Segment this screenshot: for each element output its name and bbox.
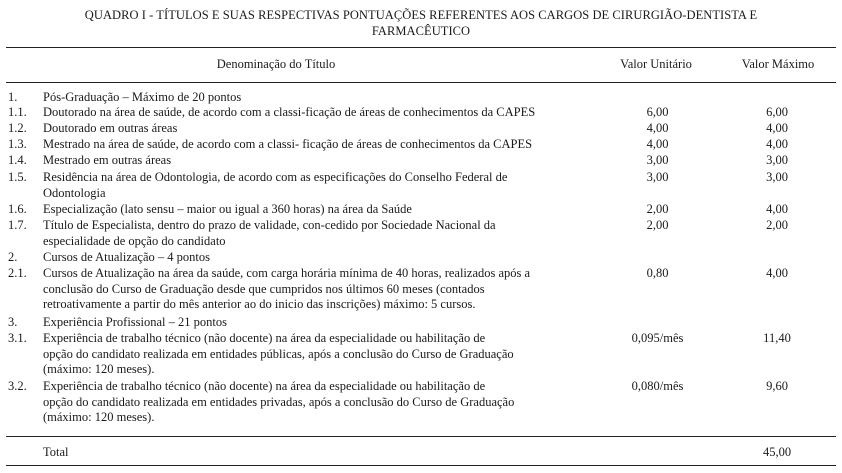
item-description: Mestrado em outras áreas [43,153,172,167]
item-max-value: 4,00 [766,121,788,135]
item-description: Residência na área de Odontologia, de acordo com as especificações do Conselho Federal de Odontologia [43,170,508,200]
item-number: 1.2. [8,121,27,135]
item-max-value: 11,40 [763,331,791,345]
item-number: 3.1. [8,331,27,345]
item-unit-value: 4,00 [646,137,669,151]
item-description: Experiência de trabalho técnico (não docente) na área da especialidade ou habilitação de opção do candidato realizada em entidades privadas, após a conclusão do Curso de Graduação (máximo: 120 meses). [43,379,515,424]
column-header-unit-value: Valor Unitário [620,57,692,71]
item-number: 1.3. [8,137,27,151]
item-unit-value: 3,00 [646,153,669,167]
item-description: Experiência de trabalho técnico (não docente) na área da especialidade ou habilitação de opção do candidato realizada em entidades públicas, após a conclusão do Curso de Graduação (máximo: 120 meses). [43,331,514,376]
item-max-value: 9,60 [766,379,788,393]
item-description: Título de Especialista, dentro do prazo de validade, con-cedido por Sociedade Nacional da especialidade de opção do candidato [43,218,496,248]
bottom-rule [6,465,836,466]
item-max-value: 4,00 [766,137,788,151]
item-description: Cursos de Atualização na área da saúde, com carga horária mínima de 40 horas, realizados após a conclusão do Curso de Graduação desde que cumpridos nos últimos 60 meses (contados retroativamente a partir do mês anterior ao do inicio das inscrições) máximo: 5 cursos. [43,266,531,311]
item-number: 3. [8,315,18,329]
item-unit-value: 4,00 [646,121,669,135]
item-description: Doutorado em outras áreas [43,121,178,135]
item-unit-value: 0,80 [646,266,669,280]
item-description: Especialização (lato sensu – maior ou igual a 360 horas) na área da Saúde [43,202,412,216]
item-number: 1.4. [8,153,27,167]
total-label: Total [43,445,69,459]
item-max-value: 3,00 [766,153,788,167]
item-number: 2.1. [8,266,27,280]
item-number: 1.7. [8,218,27,232]
item-unit-value: 0,095/mês [631,331,684,345]
total-max-value: 45,00 [762,445,792,459]
item-description: Pós-Graduação – Máximo de 20 pontos [43,90,242,104]
item-description: Doutorado na área de saúde, de acordo com a classi-ficação de áreas de conhecimentos da CAPES [43,105,536,119]
total-rule [6,436,836,437]
header-rule [6,82,836,83]
table-caption: QUADRO I - TÍTULOS E SUAS RESPECTIVAS PONTUAÇÕES REFERENTES AOS CARGOS DE CIRURGIÃO-DENTISTA E FARMACÊUTICO [84,8,758,38]
item-number: 1. [8,90,18,104]
top-rule [6,47,836,48]
item-description: Cursos de Atualização – 4 pontos [43,250,210,264]
item-number: 1.5. [8,170,27,184]
item-unit-value: 3,00 [646,170,669,184]
item-unit-value: 6,00 [646,105,669,119]
item-number: 3.2. [8,379,27,393]
item-number: 1.6. [8,202,27,216]
column-header-title: Denominação do Título [216,57,336,71]
item-max-value: 4,00 [766,266,788,280]
item-max-value: 2,00 [766,218,788,232]
item-number: 1.1. [8,105,27,119]
item-unit-value: 0,080/mês [631,379,684,393]
item-max-value: 4,00 [766,202,788,216]
item-description: Mestrado na área de saúde, de acordo com a classi- ficação de áreas de conhecimentos da CAPES [43,137,533,151]
item-number: 2. [8,250,18,264]
item-unit-value: 2,00 [646,218,669,232]
item-description: Experiência Profissional – 21 pontos [43,315,227,329]
item-max-value: 3,00 [766,170,788,184]
item-max-value: 6,00 [766,105,788,119]
column-header-max-value: Valor Máximo [741,57,815,71]
item-unit-value: 2,00 [646,202,669,216]
